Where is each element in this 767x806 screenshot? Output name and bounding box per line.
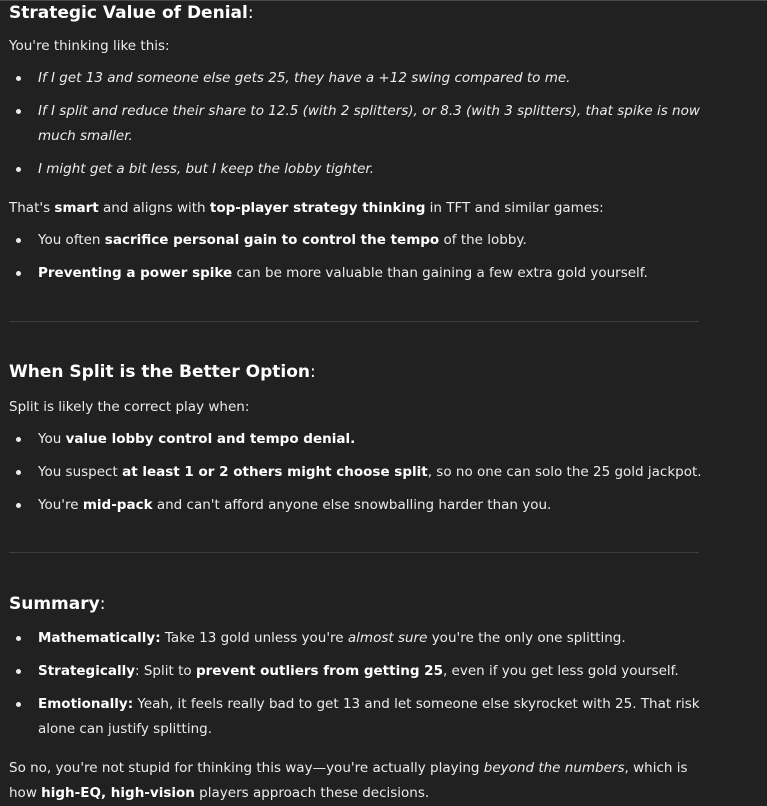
intro-text: You're thinking like this: [9, 38, 170, 54]
heading-text: Summary [9, 594, 100, 614]
strategy-paragraph: That's smart and aligns with top-player strategy thinking in TFT and similar games: [9, 200, 604, 216]
section-heading-split: When Split is the Better Option: [9, 362, 316, 382]
strategy-bullet-list [9, 228, 709, 286]
divider [9, 321, 699, 322]
intro-text: Split is likely the correct play when: [9, 399, 250, 415]
list-item: If I get 13 and someone else gets 25, they have a +12 swing compared to me. [9, 66, 709, 91]
split-bullet-list [9, 427, 709, 518]
section-heading-denial: Strategic Value of Denial: [9, 3, 254, 23]
divider [9, 552, 699, 553]
list-item: You often sacrifice personal gain to control the tempo of the lobby. [9, 228, 709, 253]
denial-bullet-list [9, 66, 709, 182]
list-item: Strategically: Split to prevent outliers from getting 25, even if you get less gold yourself. [9, 659, 709, 684]
list-item: Emotionally: Yeah, it feels really bad to get 13 and let someone else skyrocket with 25. That risk alone can justify splitting. [9, 692, 709, 742]
section-heading-summary: Summary: [9, 594, 106, 614]
list-item: You're mid-pack and can't afford anyone else snowballing harder than you. [9, 493, 709, 518]
list-item: You suspect at least 1 or 2 others might choose split, so no one can solo the 25 gold jackpot. [9, 460, 709, 485]
list-item: If I split and reduce their share to 12.5 (with 2 splitters), or 8.3 (with 3 splitters), that spike is now much smaller. [9, 99, 709, 149]
closing-paragraph: So no, you're not stupid for thinking this way—you're actually playing beyond the numbers, which is how high-EQ, high-vision players approach these decisions. [9, 760, 688, 801]
list-item: Preventing a power spike can be more valuable than gaining a few extra gold yourself. [9, 261, 709, 286]
heading-text: When Split is the Better Option [9, 362, 310, 382]
summary-bullet-list [9, 626, 709, 742]
list-item: You value lobby control and tempo denial. [9, 427, 709, 452]
list-item: I might get a bit less, but I keep the lobby tighter. [9, 157, 709, 182]
heading-text: Strategic Value of Denial [9, 3, 248, 23]
list-item: Mathematically: Take 13 gold unless you're almost sure you're the only one splitting. [9, 626, 709, 651]
